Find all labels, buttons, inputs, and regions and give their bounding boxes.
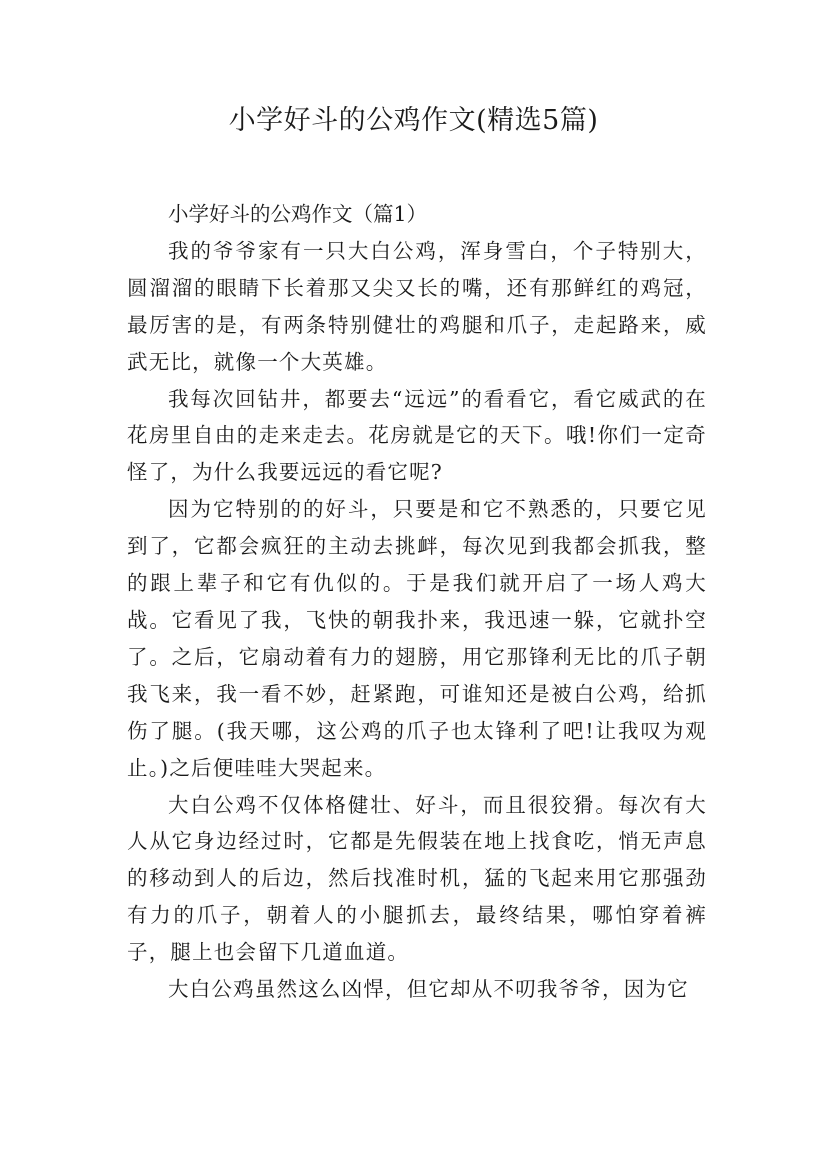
paragraph-4: 大白公鸡不仅体格健壮、好斗，而且很狡猾。每次有大人从它身边经过时，它都是先假装在地上找食吃，悄无声息的移动到人的后边，然后找准时机，猛的飞起来用它那强劲有力的爪子，朝着人的小腿抓去，最终结果，哪怕穿着裤子，腿上也会留下几道血道。 — [127, 792, 707, 965]
document-body — [127, 196, 707, 1008]
paragraph-2: 我每次回钻井，都要去“远远”的看看它，看它威武的在花房里自由的走来走去。花房就是它的天下。哦!你们一定奇怪了，为什么我要远远的看它呢? — [127, 386, 707, 485]
section-heading: 小学好斗的公鸡作文（篇1） — [168, 202, 428, 226]
paragraph-5: 大白公鸡虽然这么凶悍，但它却从不叨我爷爷，因为它 — [168, 977, 689, 1002]
paragraph-1: 我的爷爷家有一只大白公鸡，浑身雪白，个子特别大，圆溜溜的眼睛下长着那又尖又长的嘴，还有那鲜红的鸡冠，最厉害的是，有两条特别健壮的鸡腿和爪子，走起路来，威武无比，就像一个大英雄。 — [127, 238, 707, 374]
paragraph-3: 因为它特别的的好斗，只要是和它不熟悉的，只要它见到了，它都会疯狂的主动去挑衅，每次见到我都会抓我，整的跟上辈子和它有仇似的。于是我们就开启了一场人鸡大战。它看见了我，飞快的朝我扑来，我迅速一躲，它就扑空了。之后，它扇动着有力的翅膀，用它那锋利无比的爪子朝我飞来，我一看不妙，赶紧跑，可谁知还是被白公鸡，给抓伤了腿。(我天哪，这公鸡的爪子也太锋利了吧!让我叹为观止。)之后便哇哇大哭起来。 — [127, 497, 707, 780]
document-title: 小学好斗的公鸡作文(精选5篇) — [228, 105, 599, 136]
